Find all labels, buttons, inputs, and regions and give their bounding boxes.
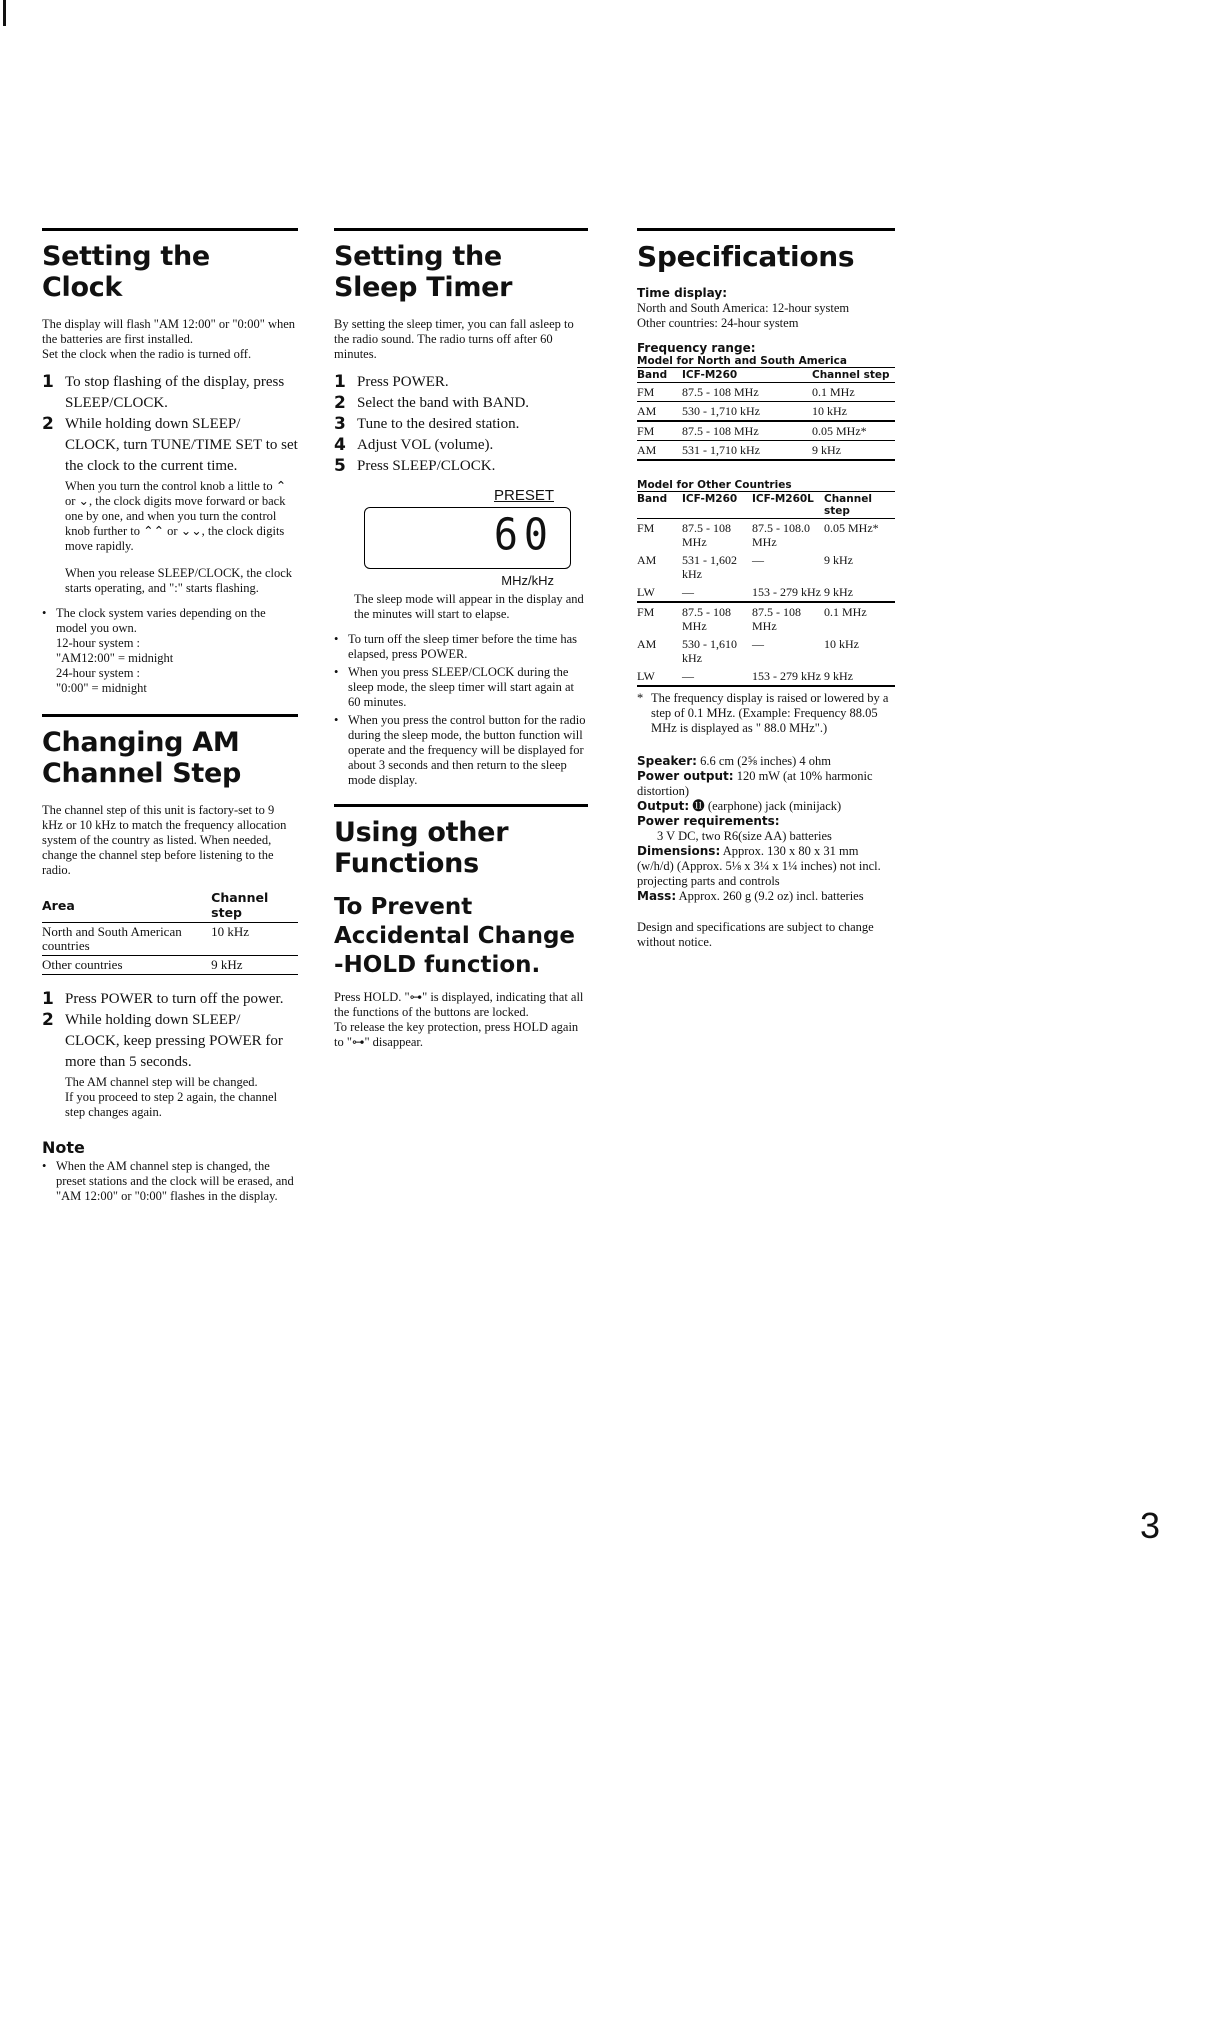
table-cell: 0.1 MHz (812, 383, 895, 402)
step-number: 4 (334, 435, 346, 455)
table-row (637, 421, 895, 441)
table-row (637, 383, 895, 402)
step-number: 5 (334, 456, 346, 476)
step-number: 1 (42, 372, 54, 392)
lcd-unit: MHz/kHz (501, 573, 554, 588)
table-cell: — (752, 553, 764, 567)
clock-steps (42, 372, 298, 596)
table-row (637, 667, 895, 686)
note-title: Note (42, 1138, 85, 1157)
table-header: Band (637, 368, 682, 383)
table-row (637, 519, 895, 552)
column-right (637, 228, 895, 960)
table-header-row (637, 492, 895, 519)
step-detail (65, 1075, 298, 1120)
lcd-display-illustration (364, 487, 574, 588)
spec-item (637, 844, 895, 889)
hold-text-line: To release the key protection, press HOLD again to "⊶" disappear. (334, 1020, 579, 1049)
spec-label: Mass: (637, 889, 677, 903)
table-header-row (637, 368, 895, 383)
table-cell: — (682, 667, 752, 686)
table-cell: 9 kHz (824, 583, 895, 602)
step-text: To stop flashing of the display, press SLEEP/CLOCK. (65, 374, 285, 411)
bullet-item (334, 713, 588, 788)
footnote-item (637, 691, 895, 736)
table-header: ICF-M260 (682, 492, 752, 519)
bullet-text (56, 606, 298, 696)
spec-list (637, 754, 895, 904)
bullet-line: "AM12:00" = midnight (56, 651, 174, 665)
closing-note: Design and specifications are subject to change without notice. (637, 920, 874, 949)
table-row (637, 551, 895, 583)
table-header-row (42, 888, 298, 923)
table-cell: FM (637, 421, 682, 441)
na-model-label: Model for North and South America (637, 355, 895, 368)
other-model-label: Model for Other Countries (637, 479, 895, 492)
table-header: Channel step (812, 368, 895, 383)
spec-item (637, 769, 895, 799)
table-cell: FM (637, 383, 682, 402)
channel-steps (42, 989, 298, 1120)
table-row (637, 602, 895, 635)
step-item (334, 435, 588, 456)
spec-value: 3 V DC, two R6(size AA) batteries (657, 829, 832, 843)
table-cell: LW (637, 667, 682, 686)
scan-mark (3, 0, 6, 26)
bullet-icon: • (42, 1159, 47, 1173)
bullet-item (42, 606, 298, 696)
table-cell: 9 kHz (211, 956, 298, 975)
clock-intro-line: The display will flash "AM 12:00" or "0:00" when the batteries are first installed. (42, 317, 296, 346)
step-text: While holding down SLEEP/ CLOCK, turn TUNE/TIME SET to set the clock to the current time. (65, 416, 298, 474)
step-body (65, 1010, 298, 1120)
table-header: Channel step (824, 492, 895, 519)
preset-label: PRESET (493, 487, 554, 504)
clock-notes (42, 606, 298, 696)
sleep-after-display: The sleep mode will appear in the display and the minutes will start to elapse. (354, 592, 584, 621)
spec-item (637, 754, 895, 769)
table-row (42, 923, 298, 956)
spec-line: Other countries: 24-hour system (637, 316, 799, 330)
spec-item (637, 799, 895, 814)
table-header: Band (637, 492, 682, 519)
table-cell: FM (637, 521, 655, 535)
bullet-item (334, 632, 588, 662)
other-title: Using other Functions (334, 817, 509, 879)
table-cell: 0.1 MHz (824, 605, 867, 619)
table-cell: 10 kHz (211, 923, 298, 956)
column-left (42, 228, 298, 1214)
sleep-intro: By setting the sleep timer, you can fall asleep to the radio sound. The radio turns off after 60 minutes. (334, 317, 574, 361)
spec-item (637, 889, 895, 904)
table-cell: LW (637, 583, 682, 602)
spec-line: North and South America: 12-hour system (637, 301, 850, 315)
table-cell: AM (637, 402, 682, 422)
bullet-icon: • (334, 713, 339, 727)
table-cell: 10 kHz (812, 402, 895, 422)
bullet-icon: • (334, 665, 339, 679)
step-text: Press POWER. (357, 374, 449, 390)
sleep-title: Setting the Sleep Timer (334, 241, 513, 303)
table-cell: 153 - 279 kHz (752, 583, 824, 602)
step-text: Adjust VOL (volume). (357, 437, 494, 453)
step-detail-line: When you release SLEEP/CLOCK, the clock starts operating, and ":" starts flashing. (65, 566, 293, 595)
spec-label: Power output: (637, 769, 734, 783)
table-cell: 87.5 - 108 MHz (682, 605, 731, 633)
channel-step-table (42, 888, 298, 975)
step-item (334, 372, 588, 393)
table-header: Area (42, 888, 211, 923)
table-cell: 87.5 - 108 MHz (682, 421, 812, 441)
spec-label: Output: (637, 799, 690, 813)
table-row (42, 956, 298, 975)
freq-footnote (637, 691, 895, 736)
step-number: 1 (42, 989, 54, 1009)
spec-value: Approx. 130 x 80 x 31 mm (w/h/d) (Approx. 5⅛ x 3¼ x 1¼ inches) not incl. projecting parts and controls (637, 844, 881, 888)
table-cell: North and South American countries (42, 923, 211, 956)
specs-title: Specifications (637, 240, 855, 273)
other-frequency-table (637, 492, 895, 687)
table-cell: AM (637, 441, 682, 461)
table-cell: 531 - 1,710 kHz (682, 441, 812, 461)
step-body (65, 414, 298, 596)
step-item (42, 414, 298, 596)
step-item (42, 989, 298, 1010)
section-rule (334, 228, 588, 231)
bullet-text: When you press SLEEP/CLOCK during the sleep mode, the sleep timer will start again at 60 minutes. (348, 665, 574, 709)
table-cell: 87.5 - 108 MHz (682, 383, 812, 402)
spec-item (637, 814, 895, 829)
page-number: 3 (1140, 1505, 1161, 1546)
bullet-line: "0:00" = midnight (56, 681, 147, 695)
hold-subtitle: To Prevent Accidental Change -HOLD function. (334, 894, 576, 978)
section-rule (637, 228, 895, 231)
asterisk-icon: * (637, 691, 644, 705)
step-detail-line: When you turn the control knob a little to ⌃ or ⌄, the clock digits move forward or back one by one, and when you turn the control knob further to ⌃⌃ or ⌄⌄, the clock digits move rapidly. (65, 479, 287, 553)
time-display-spec (637, 286, 895, 331)
spec-value: Approx. 260 g (9.2 oz) incl. batteries (678, 889, 864, 903)
bullet-item (42, 1159, 298, 1204)
step-item (334, 414, 588, 435)
note-text: When the AM channel step is changed, the preset stations and the clock will be erased, and "AM 12:00" or "0:00" flashes in the display. (56, 1159, 294, 1203)
table-cell: Other countries (42, 956, 211, 975)
sleep-steps (334, 372, 588, 477)
table-cell: 0.05 MHz* (824, 521, 879, 535)
spec-value: ⓫ (earphone) jack (minijack) (692, 799, 842, 813)
step-item (42, 1010, 298, 1120)
bullet-icon: • (334, 632, 339, 646)
clock-intro-line: Set the clock when the radio is turned off. (42, 347, 252, 361)
table-cell: — (752, 637, 764, 651)
table-row (637, 441, 895, 461)
table-cell: 9 kHz (812, 441, 895, 461)
step-number: 2 (334, 393, 346, 413)
step-text: While holding down SLEEP/ CLOCK, keep pressing POWER for more than 5 seconds. (65, 1012, 283, 1070)
bullet-text: To turn off the sleep timer before the time has elapsed, press POWER. (348, 632, 578, 661)
section-rule (334, 804, 588, 807)
spec-value: 120 mW (at 10% harmonic distortion) (637, 769, 873, 798)
na-frequency-table (637, 368, 895, 461)
step-number: 2 (42, 1010, 54, 1030)
spec-label: Power requirements: (637, 814, 780, 828)
table-cell: 531 - 1,602 kHz (682, 553, 737, 581)
sleep-notes (334, 632, 588, 788)
table-cell: 0.05 MHz* (812, 421, 895, 441)
bullet-item (334, 665, 588, 710)
clock-title: Setting the Clock (42, 241, 210, 303)
section-rule (42, 228, 298, 231)
table-header: ICF-M260L (752, 492, 824, 519)
spec-value: 6.6 cm (2⅝ inches) 4 ohm (700, 754, 831, 768)
table-cell: 87.5 - 108.0 MHz (752, 521, 810, 549)
step-text: Select the band with BAND. (357, 395, 530, 411)
spec-label: Speaker: (637, 754, 697, 768)
table-cell: 87.5 - 108 MHz (682, 521, 731, 549)
table-cell: 10 kHz (824, 637, 859, 651)
table-cell: — (682, 583, 752, 602)
step-number: 2 (42, 414, 54, 434)
channel-intro: The channel step of this unit is factory-set to 9 kHz or 10 kHz to match the frequency allocation system of the country as listed. When needed, change the channel step before listening to the radio. (42, 803, 287, 877)
bullet-line: The clock system varies depending on the model you own. (56, 606, 266, 635)
table-cell: AM (637, 637, 657, 651)
step-item (334, 456, 588, 477)
lcd-value: 60 (493, 509, 554, 561)
step-detail-line: If you proceed to step 2 again, the channel step changes again. (65, 1090, 278, 1119)
step-text: Press POWER to turn off the power. (65, 991, 284, 1007)
table-cell: 530 - 1,610 kHz (682, 637, 737, 665)
table-header: ICF-M260 (682, 368, 812, 383)
table-cell: 87.5 - 108 MHz (752, 605, 801, 633)
footnote-text: The frequency display is raised or lowered by a step of 0.1 MHz. (Example: Frequency 88.05 MHz is displayed as " 88.0 MHz".) (651, 691, 889, 735)
column-middle (334, 228, 588, 1060)
hold-text (334, 990, 588, 1050)
table-cell: 9 kHz (824, 553, 853, 567)
table-cell: AM (637, 553, 657, 567)
spec-label: Dimensions: (637, 844, 721, 858)
step-text: Press SLEEP/CLOCK. (357, 458, 496, 474)
section-rule (42, 714, 298, 717)
bullet-line: 12-hour system : (56, 636, 141, 650)
step-number: 3 (334, 414, 346, 434)
step-text: Tune to the desired station. (357, 416, 520, 432)
table-row (637, 583, 895, 602)
hold-text-line: Press HOLD. "⊶" is displayed, indicating that all the functions of the buttons are locked. (334, 990, 584, 1019)
note-list (42, 1159, 298, 1204)
bullet-text: When you press the control button for the radio during the sleep mode, the button function will operate and the frequency will be displayed for about 3 seconds and then return to the sleep mode display. (348, 713, 586, 787)
spec-label: Time display: (637, 286, 728, 300)
step-number: 1 (334, 372, 346, 392)
bullet-icon: • (42, 606, 47, 620)
table-cell: FM (637, 605, 655, 619)
bullet-line: 24-hour system : (56, 666, 141, 680)
step-detail (65, 479, 298, 596)
table-row (637, 402, 895, 422)
table-row (637, 635, 895, 667)
table-header: Channel step (211, 888, 298, 923)
lcd-frame (364, 507, 571, 569)
channel-title: Changing AM Channel Step (42, 727, 242, 789)
spec-label: Frequency range: (637, 341, 756, 355)
step-detail-line: The AM channel step will be changed. (65, 1075, 258, 1089)
table-cell: 530 - 1,710 kHz (682, 402, 812, 422)
clock-intro (42, 317, 298, 362)
step-item (334, 393, 588, 414)
table-cell: 153 - 279 kHz (752, 667, 824, 686)
table-cell: 9 kHz (824, 667, 895, 686)
step-item (42, 372, 298, 414)
